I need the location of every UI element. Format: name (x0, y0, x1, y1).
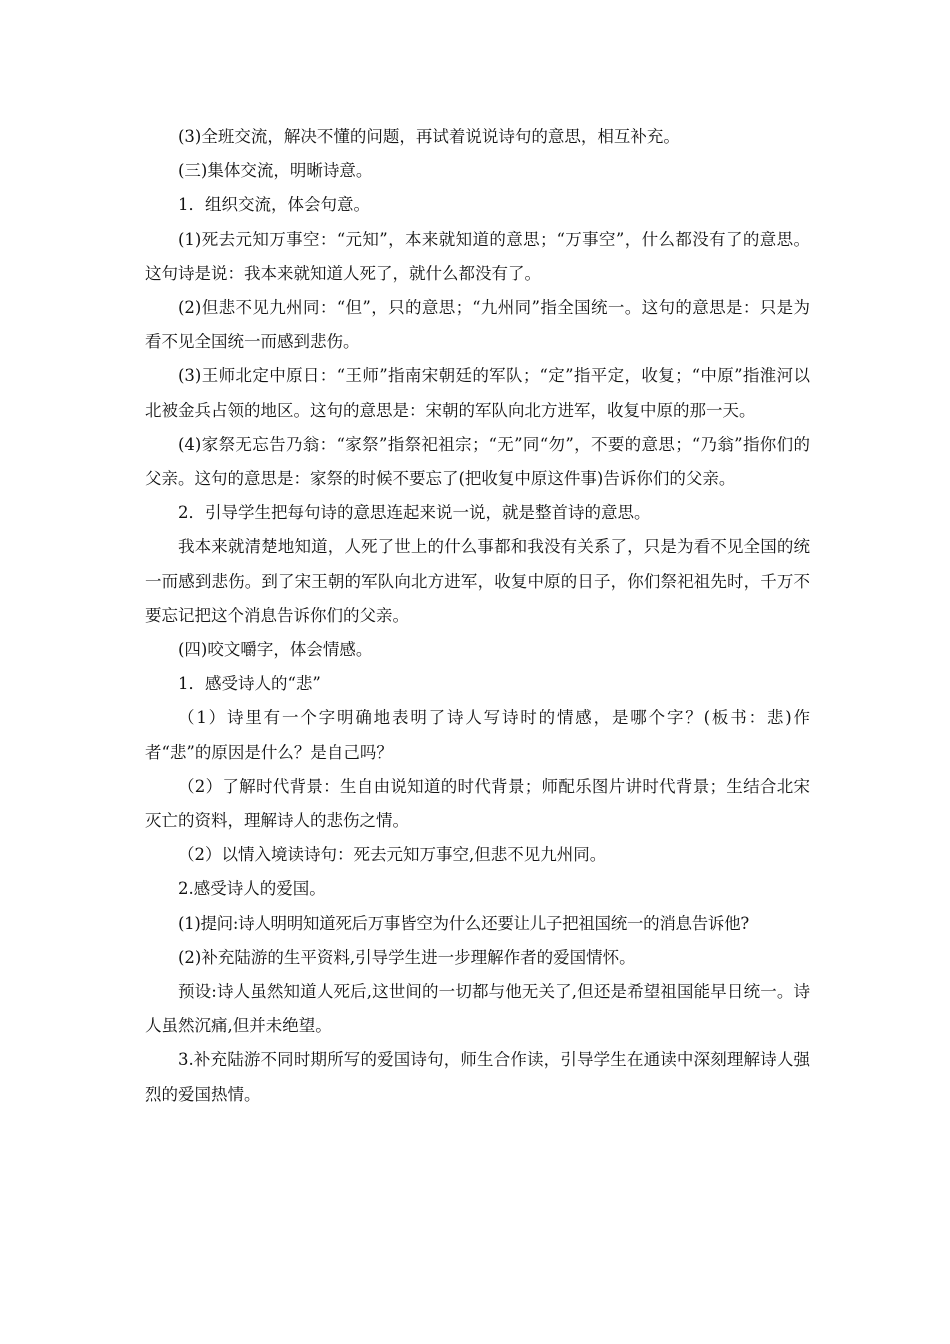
step-connect-meanings: 2．引导学生把每句诗的意思连起来说一说，就是整首诗的意思。 (178, 503, 651, 523)
paragraph-read-with-emotion: （2）以情入境读诗句：死去元知万事空,但悲不见九州同。 (178, 845, 607, 865)
paragraph-historical-background: （2）了解时代背景：生自由说知道的时代背景；师配乐图片讲时代背景；生结合北宋灭亡的资料，理解诗人的悲伤之情。 (145, 776, 810, 831)
section-heading-collective-exchange: (三)集体交流，明晰诗意。 (178, 161, 373, 181)
paragraph-line-3-meaning: (3)王师北定中原日：“王师”指南宋朝廷的军队；“定”指平定，收复；“中原”指淮河以北被金兵占领的地区。这句的意思是：宋朝的军队向北方进军，收复中原的那一天。 (145, 366, 810, 420)
step-organize-exchange: 1．组织交流，体会句意。 (178, 195, 370, 215)
paragraph-sorrow-question: （1）诗里有一个字明确地表明了诗人写诗时的情感，是哪个字？(板书：悲)作者“悲”的原因是什么？是自己吗？ (145, 708, 810, 762)
paragraph-supplement-poems: 3.补充陆游不同时期所写的爱国诗句，师生合作读，引导学生在通读中深刻理解诗人强烈的爱国热情。 (145, 1050, 810, 1104)
paragraph-expected-answer: 预设:诗人虽然知道人死后,这世间的一切都与他无关了,但还是希望祖国能早日统一。诗人虽然沉痛,但并未绝望。 (145, 982, 810, 1036)
paragraph-line-1-meaning: (1)死去元知万事空：“元知”，本来就知道的意思；“万事空”，什么都没有了的意思。这句诗是说：我本来就知道人死了，就什么都没有了。 (145, 229, 810, 283)
step-feel-sorrow: 1．感受诗人的“悲” (178, 674, 321, 694)
paragraph-whole-poem-meaning: 我本来就清楚地知道，人死了世上的什么事都和我没有关系了，只是为看不见全国的统一而感到悲伤。到了宋王朝的军队向北方进军，收复中原的日子，你们祭祀祖先时，千万不要忘记把这个消息告诉你们的父亲。 (145, 537, 810, 625)
paragraph-supplement-biography: (2)补充陆游的生平资料,引导学生进一步理解作者的爱国情怀。 (178, 947, 636, 967)
step-feel-patriotism: 2.感受诗人的爱国。 (178, 879, 326, 899)
paragraph-line-2-meaning: (2)但悲不见九州同：“但”，只的意思；“九州同”指全国统一。这句的意思是：只是为看不见全国统一而感到悲伤。 (145, 298, 810, 352)
section-heading-word-study: (四)咬文嚼字，体会情感。 (178, 640, 373, 660)
paragraph-question-prompt: (1)提问:诗人明明知道死后万事皆空为什么还要让儿子把祖国统一的消息告诉他? (178, 913, 749, 933)
paragraph-class-exchange: (3)全班交流，解决不懂的问题，再试着说说诗句的意思，相互补充。 (178, 127, 680, 146)
document-body (145, 120, 810, 1112)
paragraph-line-4-meaning: (4)家祭无忘告乃翁：“家祭”指祭祀祖宗；“无”同“勿”，不要的意思；“乃翁”指你们的父亲。这句的意思是：家祭的时候不要忘了(把收复中原这件事)告诉你们的父亲。 (145, 434, 810, 489)
